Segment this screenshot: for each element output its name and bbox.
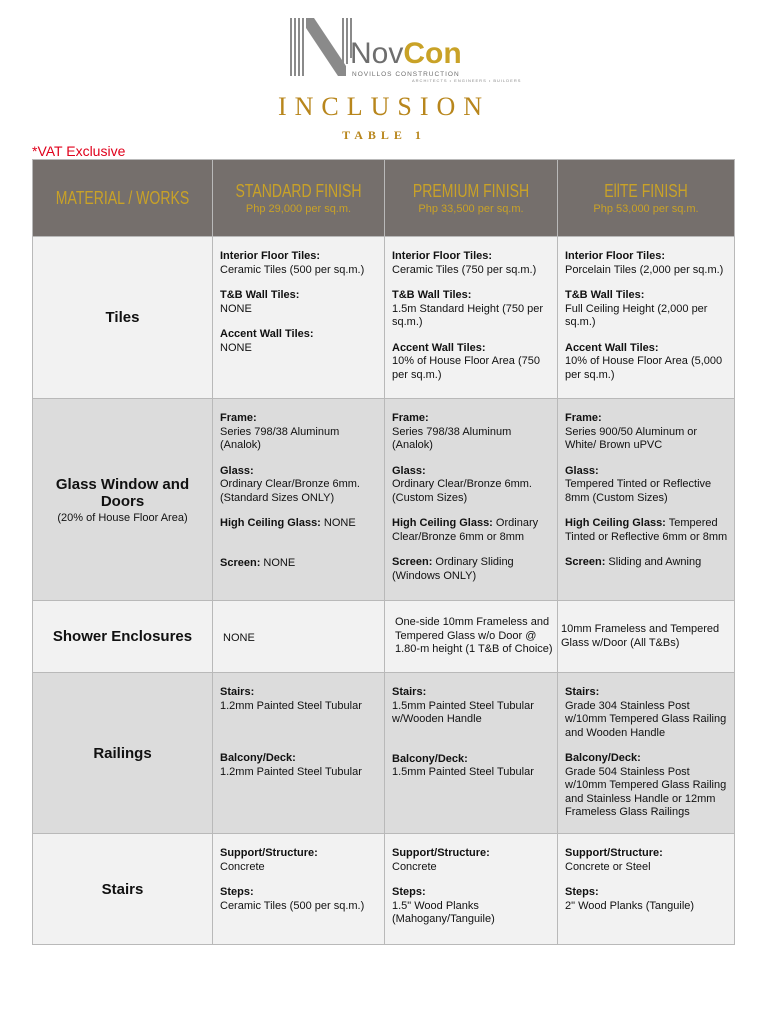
railings-standard-cell: Stairs: 1.2mm Painted Steel Tubular Balcony/Deck: 1.2mm Painted Steel Tubular: [213, 673, 385, 834]
tiles-standard-cell: Interior Floor Tiles: Ceramic Tiles (500 per sq.m.) T&B Wall Tiles: NONE Accent Wall Tiles: NONE: [213, 237, 385, 399]
category-shower-enclosures: Shower Enclosures: [33, 601, 213, 673]
tiles-premium-cell: Interior Floor Tiles: Ceramic Tiles (750 per sq.m.) T&B Wall Tiles: 1.5m Standard Height (750 per sq.m.) Accent Wall Tiles: 10% of House Floor Area (750 per sq.m.): [385, 237, 558, 399]
vat-note: *VAT Exclusive: [32, 143, 126, 159]
glass-standard-cell: Frame: Series 798/38 Aluminum (Analok) Glass: Ordinary Clear/Bronze 6mm. (Standard Sizes ONLY) High Ceiling Glass: NONE Screen: NONE: [213, 399, 385, 601]
category-railings: Railings: [33, 673, 213, 834]
table-row-railings: [33, 673, 735, 834]
stairs-elite-cell: Support/Structure: Concrete or Steel Steps: 2" Wood Planks (Tanguile): [558, 834, 735, 945]
glass-note: (20% of House Floor Area): [57, 511, 188, 524]
logo-wordmark: NovCon: [350, 37, 462, 70]
table-row-glass: [33, 399, 735, 601]
glass-elite-cell: Frame: Series 900/50 Aluminum or White/ Brown uPVC Glass: Tempered Tinted or Reflective 8mm (Custom Sizes) High Ceiling Glass: Tempered Tinted or Reflective 6mm or 8mm Screen: Sliding and Awning: [558, 399, 735, 601]
tiles-elite-cell: Interior Floor Tiles: Porcelain Tiles (2,000 per sq.m.) T&B Wall Tiles: Full Ceiling Height (2,000 per sq.m.) Accent Wall Tiles: 10% of House Floor Area (5,000 per sq.m.): [558, 237, 735, 399]
glass-premium-cell: Frame: Series 798/38 Aluminum (Analok) Glass: Ordinary Clear/Bronze 6mm. (Custom Sizes) High Ceiling Glass: Ordinary Clear/Bronze 6mm or 8mm Screen: Ordinary Sliding (Windows ONLY): [385, 399, 558, 601]
header-material-works: MATERIAL / WORKS: [33, 160, 213, 237]
railings-premium-cell: Stairs: 1.5mm Painted Steel Tubular w/Wooden Handle Balcony/Deck: 1.5mm Painted Steel Tubular: [385, 673, 558, 834]
shower-standard-cell: NONE: [213, 601, 385, 673]
table-row-shower: [33, 601, 735, 673]
table-header-row: [33, 160, 735, 237]
logo-tagline: NOVILLOS CONSTRUCTION: [352, 71, 460, 78]
header-premium-finish: PREMIUM FINISH Php 33,500 per sq.m.: [385, 160, 558, 237]
category-stairs: Stairs: [33, 834, 213, 945]
logo-n-mark-icon: [288, 16, 352, 80]
logo-tagline-2: ARCHITECTS • ENGINEERS • BUILDERS: [412, 78, 522, 83]
company-logo: [288, 16, 522, 83]
table-row-stairs: [33, 834, 735, 945]
category-glass-window-doors: Glass Window and Doors (20% of House Floor Area): [33, 399, 213, 601]
shower-elite-cell: 10mm Frameless and Tempered Glass w/Door (All T&Bs): [558, 601, 735, 673]
inclusion-table: [32, 159, 735, 945]
shower-premium-cell: One-side 10mm Frameless and Tempered Glass w/o Door @ 1.80-m height (1 T&B of Choice): [385, 601, 558, 673]
category-tiles: Tiles: [33, 237, 213, 399]
page-title: INCLUSION: [277, 92, 491, 121]
table-row-tiles: [33, 237, 735, 399]
header-standard-finish: STANDARD FINISH Php 29,000 per sq.m.: [213, 160, 385, 237]
railings-elite-cell: Stairs: Grade 304 Stainless Post w/10mm Tempered Glass Railing and Wooden Handle Balcony/Deck: Grade 504 Stainless Post w/10mm Tempered Glass Railing and Stainless Handle or 12mm Frameless Glass Railings: [558, 673, 735, 834]
stairs-standard-cell: Support/Structure: Concrete Steps: Ceramic Tiles (500 per sq.m.): [213, 834, 385, 945]
page-subtitle: TABLE 1: [342, 128, 426, 142]
header-elite-finish: EllTE FINISH Php 53,000 per sq.m.: [558, 160, 735, 237]
stairs-premium-cell: Support/Structure: Concrete Steps: 1.5" Wood Planks (Mahogany/Tanguile): [385, 834, 558, 945]
